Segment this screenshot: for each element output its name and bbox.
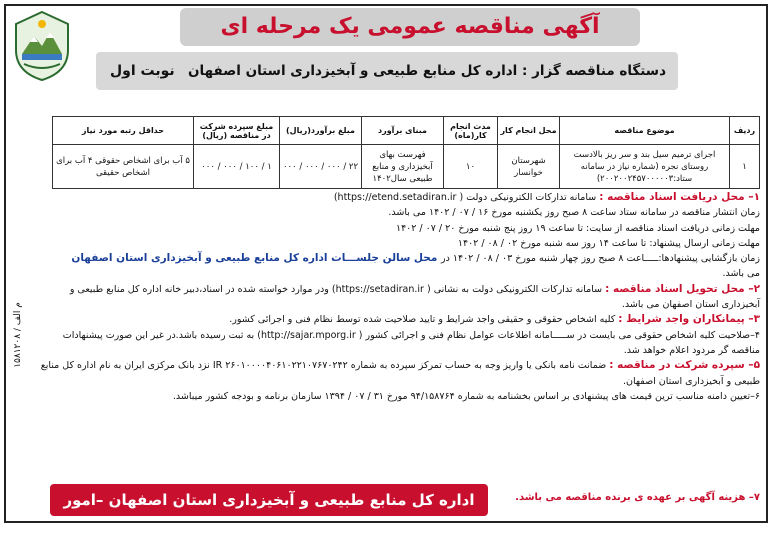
organizer-name: دستگاه مناقصه گزار : اداره کل منابع طبیعی و آبخیزداری استان اصفهان xyxy=(187,63,666,79)
organization-logo xyxy=(12,10,72,82)
cell-subject: اجرای ترمیم سیل بند و سر ریز بالادست روستای نجره (شماره نیاز در سامانه ستاد:۲۰۰۲۰۰۲۴۵۷۰۰۰۰۰۳) xyxy=(560,145,730,189)
col-subject: موضوع مناقصه xyxy=(560,117,730,145)
receive-deadline-line: مهلت زمانی دریافت اسناد مناقصه از سایت: تا ساعت ۱۹ روز پنج شنبه مورخ ۲۰ / ۰۷ / ۱۴۰۲ xyxy=(395,222,760,234)
table-header-row xyxy=(53,117,760,145)
section-7-label: ۷– هزینه آگهی xyxy=(688,492,760,503)
opening-line xyxy=(38,251,760,266)
section-2-label: ۲– محل تحویل اسناد مناقصه : xyxy=(605,282,760,295)
section-1 xyxy=(38,190,760,205)
footer-banner: اداره کل منابع طبیعی و آبخیزداری استان اصفهان –امور پیمانها xyxy=(50,484,488,516)
section-5-text: ضمانت نامه بانکی یا واریز وجه به حساب تمرکز سپرده به شماره IR ۲۶۰۱۰۰۰۰۴۰۶۱۰۲۲۱۰۷۶۷۰۲۴۲ نزد بانک مرکزی ایران به نام اداره کل منابع طبیعی و آبخیزداری استان اصفهان. xyxy=(40,360,760,387)
section-5 xyxy=(38,358,760,389)
cell-estimate-basis: فهرست بهای آبخیزداری و منابع طبیعی سال۱۴۰۲ xyxy=(362,145,444,189)
notice-title: آگهی مناقصه عمومی یک مرحله ای xyxy=(180,8,640,46)
opening-line-end: می باشد. xyxy=(722,268,760,280)
section-3-text: کلیه اشخاص حقوقی و حقیقی واجد شرایط و تایید صلاحیت شده توسط نظام فنی و اجرائی کشور. xyxy=(229,314,619,326)
col-deposit-amount: مبلغ سپرده شرکت در مناقصه (ریال) xyxy=(194,117,280,145)
cell-min-rank: ۵ آب برای اشخاص حقوقی ۴ آب برای اشخاص حقیقی xyxy=(53,145,194,189)
publish-date-line: زمان انتشار مناقصه در سامانه ستاد ساعت ۸ صبح روز یکشنبه مورخ ۱۶ / ۰۷ / ۱۴۰۲ می باشد. xyxy=(388,207,760,219)
col-estimate-amount: مبلغ برآورد(ریال) xyxy=(280,117,362,145)
side-code-text: ۱۵۸۱۲۰۸ / م الف xyxy=(13,302,23,368)
cell-row-number: ۱ xyxy=(730,145,760,189)
col-location: محل انجام کار xyxy=(498,117,560,145)
section-2 xyxy=(38,282,760,313)
section-2-text: سامانه تدارکات الکترونیکی دولت به نشانی ( https://setadiran.ir) ودر موارد خواسته شده در اسناد،دبیر خانه اداره کل منابع طبیعی و آبخیزداری استان اصفهان می باشد. xyxy=(69,283,760,311)
opening-venue: محل سالن جلســـات اداره کل منابع طبیعی و آبخیزداری استان اصفهان xyxy=(71,252,442,265)
round-label: نوبت اول xyxy=(110,63,175,79)
section-3 xyxy=(38,312,760,327)
opening-text: زمان بازگشایی پیشنهادها:ـــــاعت ۸ صبح روز چهار شنبه مورخ ۰۳ / ۰۸ / ۱۴۰۲ در xyxy=(441,253,760,265)
col-duration: مدت انجام کار(ماه) xyxy=(444,117,498,145)
cell-duration: ۱۰ xyxy=(444,145,498,189)
notice-body xyxy=(38,190,760,404)
section-7-text: بر عهده ی برنده مناقصه می باشد. xyxy=(515,492,689,503)
section-4: ۴–صلاحیت کلیه اشخاص حقوقی می بایست در ســـــامانه اطلاعات عوامل نظام فنی و اجرائی کشور ( http://sajar.mporg.ir) به ثبت رسیده باشد.در غیر این صورت پیشنهادات مناقصه گر مردود اعلام خواهد شد. xyxy=(62,329,760,356)
col-min-rank: حداقل رتبه مورد نیاز xyxy=(53,117,194,145)
section-1-label: ۱– محل دریافت اسناد مناقصه : xyxy=(599,191,760,203)
cell-deposit-amount: ۱ / ۱۰۰ / ۰۰۰ / ۰۰۰ xyxy=(194,145,280,189)
section-3-label: ۳– پیمانکاران واجد شرایط : xyxy=(618,313,760,326)
section-1-text: سامانه تدارکات الکترونیکی دولت ( https://etend.setadiran.ir) xyxy=(333,192,600,203)
side-reference-code xyxy=(8,300,28,380)
table-row xyxy=(53,145,760,189)
cell-estimate-amount: ۲۲ / ۰۰۰ / ۰۰۰ / ۰۰۰ xyxy=(280,145,362,189)
section-7 xyxy=(515,492,760,503)
col-estimate-basis: مبنای برآورد xyxy=(362,117,444,145)
submit-deadline-line: مهلت زمانی ارسال پیشنهاد: تا ساعت ۱۴ روز سه شنبه مورخ ۰۲ / ۰۸ / ۱۴۰۲ xyxy=(457,237,760,249)
section-6: ۶–تعیین دامنه مناسب ترین قیمت های پیشنهادی بر اساس بخشنامه به شماره ۹۴/۱۵۸۷۶۴ مورخ ۳۱ / ۰۷ / ۱۳۹۴ سازمان برنامه و بودجه کشور میباشد. xyxy=(172,390,760,402)
section-5-label: ۵– سپرده شرکت در مناقصه : xyxy=(609,359,760,372)
col-row-number: ردیف xyxy=(730,117,760,145)
organizer-banner xyxy=(96,52,678,90)
tender-table xyxy=(52,116,760,189)
cell-location: شهرستان خوانسار xyxy=(498,145,560,189)
